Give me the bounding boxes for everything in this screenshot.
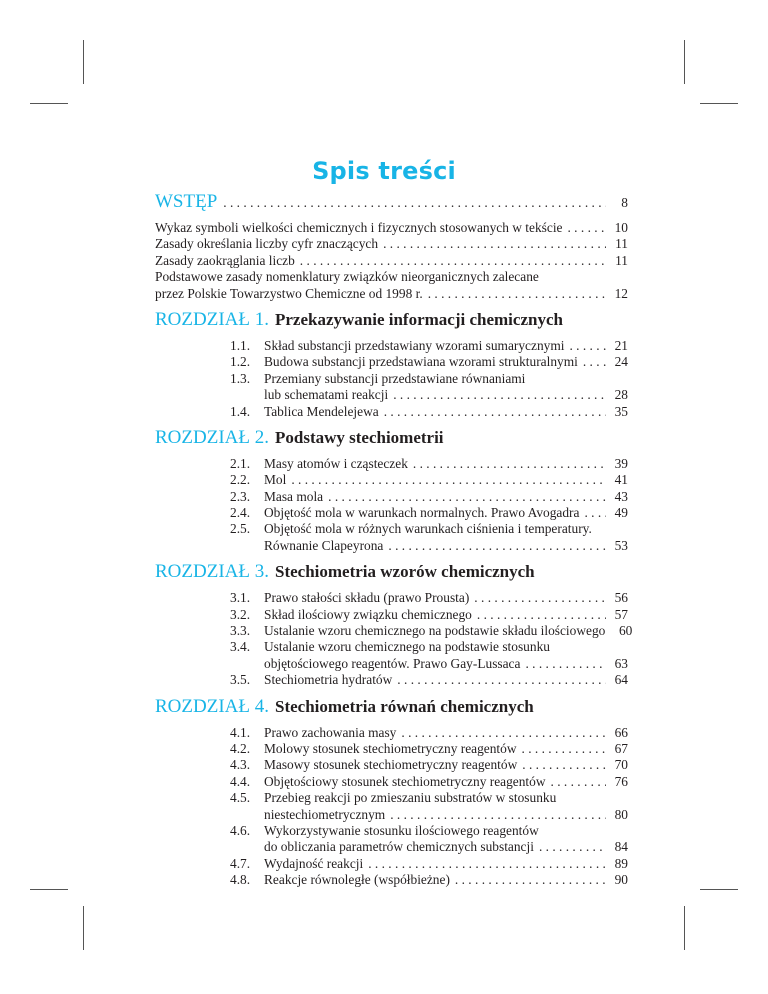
entry-text: Reakcje równoległe (współbieżne) [264, 872, 450, 888]
entry-text: przez Polskie Towarzystwo Chemiczne od 1998 r. [155, 285, 423, 301]
toc-entry [230, 757, 628, 773]
section-number: 1.3. [230, 370, 251, 386]
toc-entry [230, 725, 628, 741]
page-number: 21 [614, 337, 628, 353]
dot-leader [323, 489, 606, 505]
section-number: 4.6. [230, 822, 251, 838]
entry-text: objętościowego reagentów. Prawo Gay-Lussaca [264, 655, 521, 671]
chapter-heading [155, 426, 628, 450]
crop-mark [700, 103, 738, 104]
intro-heading [155, 190, 628, 214]
dot-leader [520, 656, 606, 672]
toc-entry [230, 472, 628, 488]
toc-entry [230, 639, 628, 655]
entry-text: Masy atomów i cząsteczek [264, 455, 408, 471]
chapter-label: ROZDZIAŁ 1. [155, 308, 269, 330]
toc-entry [230, 505, 628, 521]
dot-leader [388, 387, 606, 403]
crop-mark [30, 889, 68, 890]
entry-text: Przebieg reakcji po zmieszaniu substratów w stosunku [264, 790, 557, 806]
page-number: 28 [614, 387, 628, 403]
toc-entry [230, 623, 633, 639]
page-number: 90 [614, 872, 628, 888]
toc-entry [155, 253, 628, 269]
page-number: 64 [614, 672, 628, 688]
entry-text: Mol [264, 472, 287, 488]
page-number: 60 [618, 623, 633, 639]
section-number: 2.3. [230, 488, 251, 504]
section-number: 3.1. [230, 590, 251, 606]
toc-entry [155, 236, 628, 252]
dot-leader [295, 253, 606, 269]
entry-text: Zasady zaokrąglania liczb [155, 252, 295, 268]
page-number: 66 [614, 724, 628, 740]
toc-entry [230, 338, 628, 354]
entry-text: Budowa substancji przedstawiana wzorami strukturalnymi [264, 354, 578, 370]
page-number: 56 [614, 590, 628, 606]
dot-leader [408, 456, 606, 472]
entry-text: Wykaz symboli wielkości chemicznych i fizycznych stosowanych w tekście [155, 220, 563, 235]
page-number: 70 [614, 757, 628, 773]
page-number: 24 [614, 354, 628, 370]
toc-entry [230, 387, 628, 403]
toc-entry [230, 521, 628, 537]
page-number: 57 [614, 606, 628, 622]
chapter-title: Stechiometria równań chemicznych [274, 696, 534, 716]
toc-entry [230, 456, 628, 472]
crop-mark [30, 103, 68, 104]
dot-leader [517, 757, 606, 773]
dot-leader [469, 590, 606, 606]
crop-mark [684, 906, 685, 950]
toc-entry [230, 839, 628, 855]
chapter-title: Przekazywanie informacji chemicznych [274, 309, 563, 329]
section-number: 2.5. [230, 521, 251, 537]
dot-leader [450, 872, 606, 888]
entry-text: lub schematami reakcji [264, 387, 389, 403]
dot-leader [517, 741, 607, 757]
page-number: 11 [615, 236, 628, 252]
section-number: 3.5. [230, 672, 251, 688]
toc-entry [230, 872, 628, 888]
section-number: 1.1. [230, 337, 251, 353]
page-number: 11 [615, 252, 628, 268]
page-number: 8 [621, 195, 628, 210]
entry-text: Skład substancji przedstawiany wzorami sumarycznymi [264, 337, 565, 353]
crop-mark [684, 40, 685, 84]
section-number: 4.8. [230, 872, 251, 888]
entry-text: Tablica Mendelejewa [264, 403, 379, 419]
toc-entry [155, 286, 628, 302]
page-title: Spis treści [312, 157, 456, 185]
dot-leader [383, 538, 606, 554]
section-number: 3.4. [230, 639, 251, 655]
toc-entry [230, 790, 628, 806]
page-number: 35 [614, 403, 628, 419]
toc-entry [230, 607, 628, 623]
entry-text: Masowy stosunek stechiometryczny reagentów [264, 757, 518, 773]
entry-text: Przemiany substancji przedstawiane równaniami [264, 370, 526, 386]
chapter-label: ROZDZIAŁ 3. [155, 561, 269, 583]
chapter-heading [155, 308, 628, 332]
page-number: 84 [614, 839, 628, 855]
page-number: 10 [614, 220, 628, 235]
crop-mark [83, 906, 84, 950]
toc-entry [230, 823, 628, 839]
entry-text: Prawo stałości składu (prawo Prousta) [264, 590, 470, 606]
dot-leader [423, 286, 606, 302]
entry-text: niestechiometrycznym [264, 806, 386, 822]
entry-text: Zasady określania liczby cyfr znaczących [155, 236, 379, 252]
crop-mark [83, 40, 84, 84]
dot-leader [379, 404, 606, 420]
toc-entry [230, 672, 628, 688]
section-number: 3.3. [230, 623, 251, 639]
toc-entry [230, 354, 628, 370]
page-number: 49 [614, 505, 628, 521]
page-number: 53 [614, 537, 628, 553]
dot-leader [546, 774, 607, 790]
entry-text: Objętościowy stosunek stechiometryczny reagentów [264, 773, 546, 789]
page-number: 80 [614, 806, 628, 822]
section-number: 4.2. [230, 740, 251, 756]
section-number: 1.2. [230, 354, 251, 370]
entry-text: Objętość mola w różnych warunkach ciśnienia i temperatury. [264, 521, 592, 537]
entry-text: Masa mola [264, 488, 324, 504]
entry-text: Wydajność reakcji [264, 855, 364, 871]
intro-label: WSTĘP [155, 191, 218, 212]
toc-entry [155, 220, 628, 236]
entry-text: Ustalanie wzoru chemicznego na podstawie stosunku [264, 639, 550, 655]
dot-leader [363, 856, 606, 872]
dot-leader [534, 839, 606, 855]
section-number: 2.2. [230, 472, 251, 488]
dot-leader [564, 338, 606, 354]
entry-text: Molowy stosunek stechiometryczny reagentów [264, 740, 517, 756]
crop-mark [700, 889, 738, 890]
section-number: 4.3. [230, 757, 251, 773]
dot-leader [385, 807, 606, 823]
section-number: 1.4. [230, 403, 251, 419]
toc-entry [155, 269, 628, 285]
page-number: 89 [614, 855, 628, 871]
toc-entry [230, 538, 628, 554]
section-number: 4.5. [230, 790, 251, 806]
dot-leader [286, 472, 606, 488]
chapter-heading [155, 695, 628, 719]
entry-text: do obliczania parametrów chemicznych substancji [264, 839, 534, 855]
table-of-contents [155, 190, 633, 889]
page-number: 12 [614, 285, 628, 301]
toc-entry [230, 371, 628, 387]
section-number: 3.2. [230, 606, 251, 622]
entry-text: Objętość mola w warunkach normalnych. Prawo Avogadra [264, 505, 580, 521]
entry-text: Podstawowe zasady nomenklatury związków nieorganicznych zalecane [155, 269, 539, 285]
entry-text: Równanie Clapeyrona [264, 537, 384, 553]
dot-leader [562, 220, 606, 236]
chapter-label: ROZDZIAŁ 4. [155, 695, 269, 717]
entry-text: Stechiometria hydratów [264, 672, 393, 688]
chapter-title: Stechiometria wzorów chemicznych [274, 562, 535, 582]
page-number: 76 [614, 773, 628, 789]
dot-leader [217, 191, 606, 215]
toc-entry [230, 807, 628, 823]
section-number: 4.4. [230, 773, 251, 789]
section-number: 4.7. [230, 855, 251, 871]
dot-leader [578, 354, 606, 370]
dot-leader [579, 505, 606, 521]
page-number: 63 [614, 655, 628, 671]
chapter-heading [155, 560, 628, 584]
toc-entry [230, 489, 628, 505]
toc-entry [230, 856, 628, 872]
section-number: 2.4. [230, 505, 251, 521]
entry-text: Skład ilościowy związku chemicznego [264, 606, 472, 622]
page-number: 39 [614, 455, 628, 471]
toc-entry [230, 590, 628, 606]
page-number: 41 [614, 472, 628, 488]
toc-entry [230, 774, 628, 790]
toc-entry [230, 656, 628, 672]
dot-leader [396, 725, 606, 741]
entry-text: Ustalanie wzoru chemicznego na podstawie składu ilościowego [264, 623, 606, 639]
page-number: 67 [614, 740, 628, 756]
dot-leader [392, 672, 606, 688]
dot-leader [472, 607, 606, 623]
dot-leader [378, 236, 606, 252]
entry-text: Wykorzystywanie stosunku ilościowego reagentów [264, 822, 539, 838]
section-number: 2.1. [230, 455, 251, 471]
entry-text: Prawo zachowania masy [264, 724, 397, 740]
toc-entry [230, 741, 628, 757]
chapter-label: ROZDZIAŁ 2. [155, 426, 269, 448]
chapter-title: Podstawy stechiometrii [274, 427, 444, 447]
page-number: 43 [614, 488, 628, 504]
toc-entry [230, 404, 628, 420]
section-number: 4.1. [230, 724, 251, 740]
